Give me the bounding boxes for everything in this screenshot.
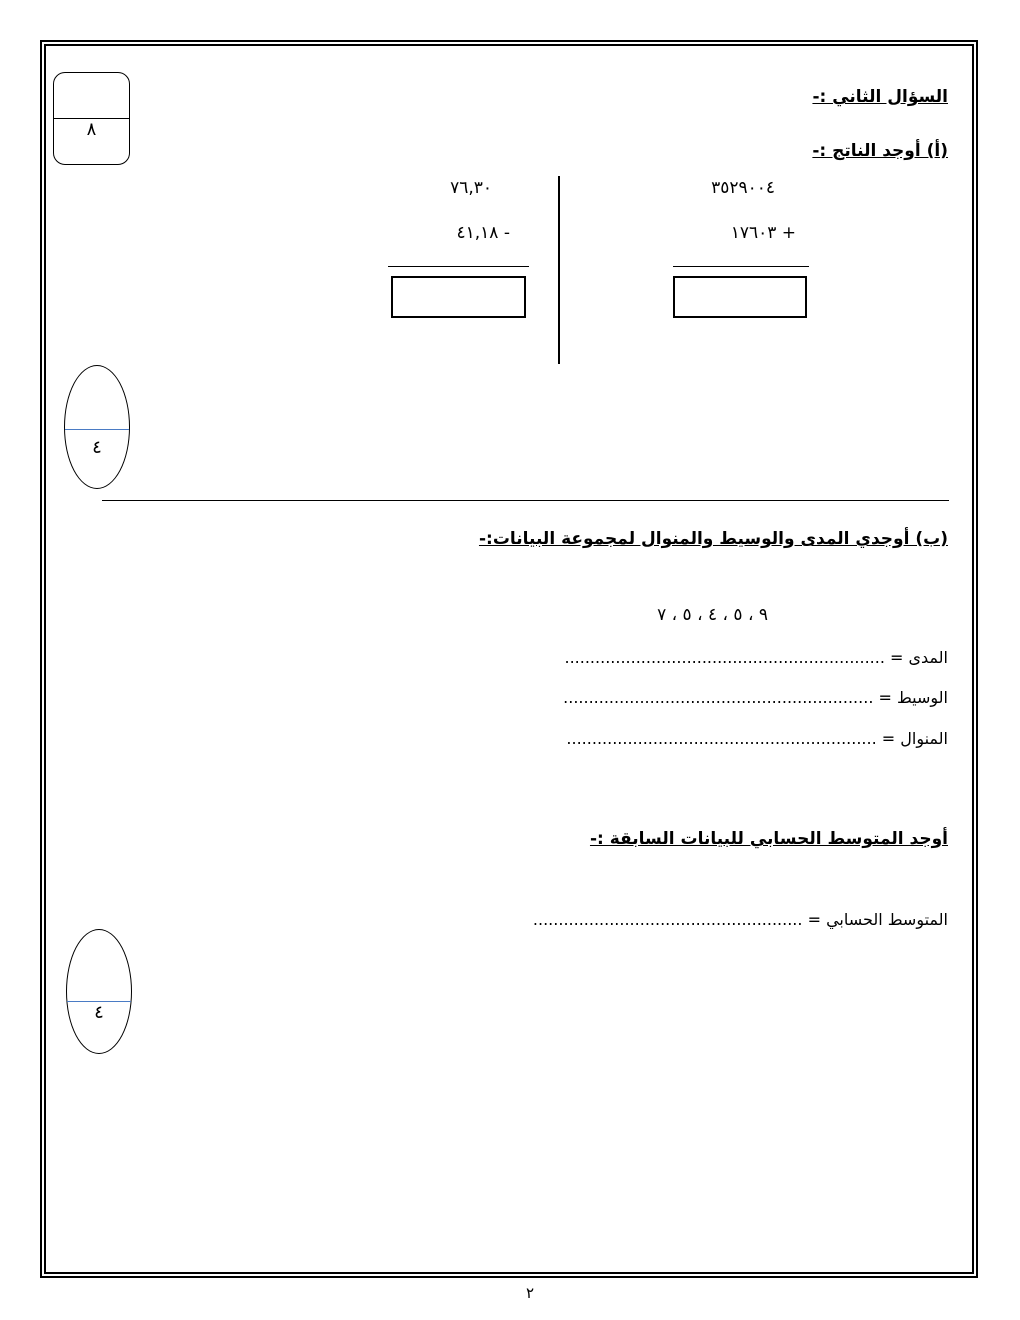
section-separator — [102, 500, 949, 501]
mean-answer-dots[interactable]: ..................................................... — [532, 910, 803, 929]
mean-label: المتوسط الحسابي = — [807, 910, 948, 929]
total-score: ٨ — [86, 119, 97, 140]
mode-label: المنوال = — [881, 729, 948, 748]
part-a-score-oval — [64, 365, 130, 489]
part-a-heading: (أ) أوجد الناتج :- — [812, 141, 948, 161]
page-number: ٢ — [525, 1284, 535, 1302]
data-set-values: ٩ ، ٥ ، ٤ ، ٥ ، ٧ — [657, 605, 768, 625]
addition-top-number: ٣٥٢٩٠٠٤ — [711, 178, 775, 198]
subtraction-top-number: ٧٦,٣٠ — [450, 178, 492, 198]
range-answer-dots[interactable]: ............................................................... — [564, 648, 885, 667]
range-row — [565, 648, 949, 667]
subtraction-answer-box[interactable] — [391, 276, 526, 318]
addition-bottom-number: ١٧٦٠٣ + — [730, 223, 796, 243]
addition-result-line — [673, 266, 809, 267]
column-divider — [558, 176, 560, 364]
addition-answer-box[interactable] — [673, 276, 807, 318]
subtraction-bottom-number: ٤١,١٨ - — [456, 223, 510, 243]
oval-divider — [65, 429, 129, 430]
part-b-heading: (ب) أوجدي المدى والوسيط والمنوال لمجموعة البيانات:- — [478, 529, 948, 549]
part-c-heading: أوجد المتوسط الحسابي للبيانات السابقة :- — [589, 829, 948, 849]
range-label: المدى = — [890, 648, 948, 667]
mode-row — [566, 729, 948, 748]
median-label: الوسيط = — [878, 688, 948, 707]
median-answer-dots[interactable]: ............................................................. — [563, 688, 874, 707]
mode-answer-dots[interactable]: ............................................................. — [566, 729, 877, 748]
part-a-score: ٤ — [92, 437, 102, 458]
mean-row — [533, 910, 948, 929]
question-title: السؤال الثاني :- — [812, 87, 948, 107]
subtraction-result-line — [388, 266, 529, 267]
median-row — [563, 688, 948, 707]
part-b-score-oval — [66, 929, 132, 1054]
part-b-score: ٤ — [94, 1002, 104, 1023]
total-score-box — [53, 72, 130, 165]
